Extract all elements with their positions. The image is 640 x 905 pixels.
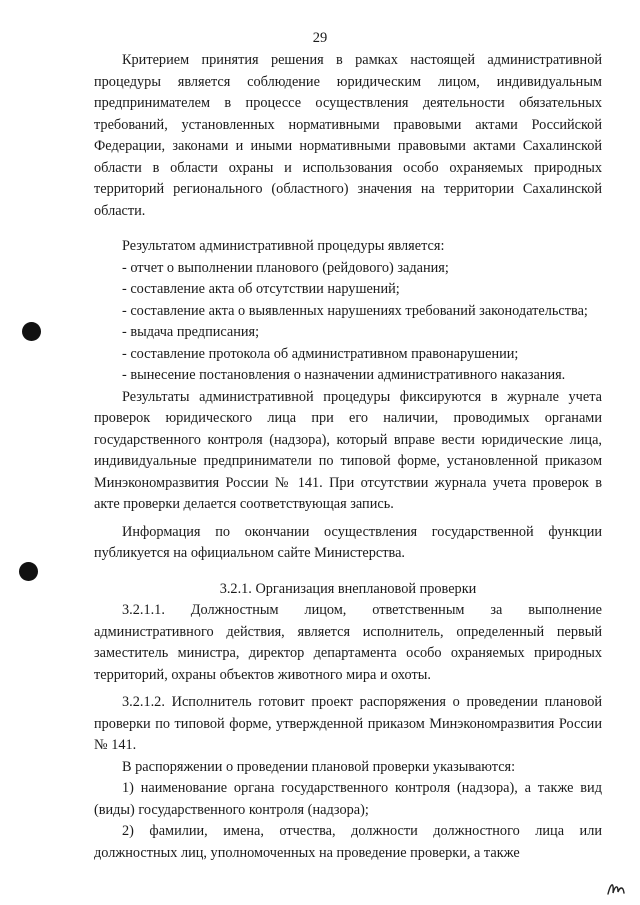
results-intro: Результатом административной процедуры является: [122, 238, 445, 254]
punch-hole-upper [22, 322, 41, 341]
section-heading: 3.2.1. Организация внеплановой проверки [219, 580, 477, 597]
initials-signature [605, 878, 627, 904]
paragraph-3-2-1-1: 3.2.1.1. Должностным лицом, ответственным за выполнение административного действия, является исполнитель, определенный первый заместитель министра, директор департамента особо охраняемых природных территорий, охраны объектов животного мира и охоты. [94, 602, 602, 683]
punch-hole-lower [19, 562, 38, 581]
result-item-no-violations-act: - составление акта об отсутствии нарушений; [122, 281, 400, 297]
result-item-resolution: - вынесение постановления о назначении административного наказания. [122, 367, 566, 383]
result-item-violations-act: - составление акта о выявленных нарушениях требований законодательства; [122, 302, 588, 319]
result-item-order: - выдача предписания; [122, 324, 260, 340]
result-item-report: - отчет о выполнении планового (рейдового) задания; [122, 259, 449, 276]
paragraph-publication: Информация по окончании осуществления государственной функции публикуется на официальном сайте Министерства. [94, 523, 602, 561]
paragraph-order-contents: В распоряжении о проведении плановой проверки указываются: [122, 758, 516, 775]
document-body [94, 50, 602, 864]
paragraph-criterion: Критерием принятия решения в рамках настоящей административной процедуры является соблюдение юридическим лицом, индивидуальным предпринимателем в процессе осуществления деятельности обязательных требований, установленных нормативными правовыми актами Российской Федерации, законами и иными нормативными правовыми актами Сахалинской области в области охраны и использования особо охраняемых природных территорий регионального (областного) значения на территории Сахалинской области. [94, 52, 602, 219]
paragraph-item-1: 1) наименование органа государственного контроля (надзора), а также вид (виды) государственного контроля (надзора); [94, 780, 602, 818]
paragraph-journal: Результаты административной процедуры фиксируются в журнале учета проверок юридического лица при его наличии, проводимых органами государственного контроля (надзора), который вправе вести юридические лица, индивидуальные предприниматели по типовой форме, установленной приказом Минэкономразвития России № 141. При отсутствии журнала учета проверок в акте проверки делается соответствующая запись. [94, 388, 602, 512]
paragraph-item-2: 2) фамилии, имена, отчества, должности должностного лица или должностных лиц, уполномоченных на проведение проверки, а также [94, 823, 602, 861]
page-number: 29 [312, 30, 328, 46]
paragraph-3-2-1-2: 3.2.1.2. Исполнитель готовит проект распоряжения о проведении плановой проверки по типовой форме, утвержденной приказом Минэкономразвития России № 141. [94, 694, 602, 753]
result-item-protocol: - составление протокола об административном правонарушении; [122, 345, 519, 362]
